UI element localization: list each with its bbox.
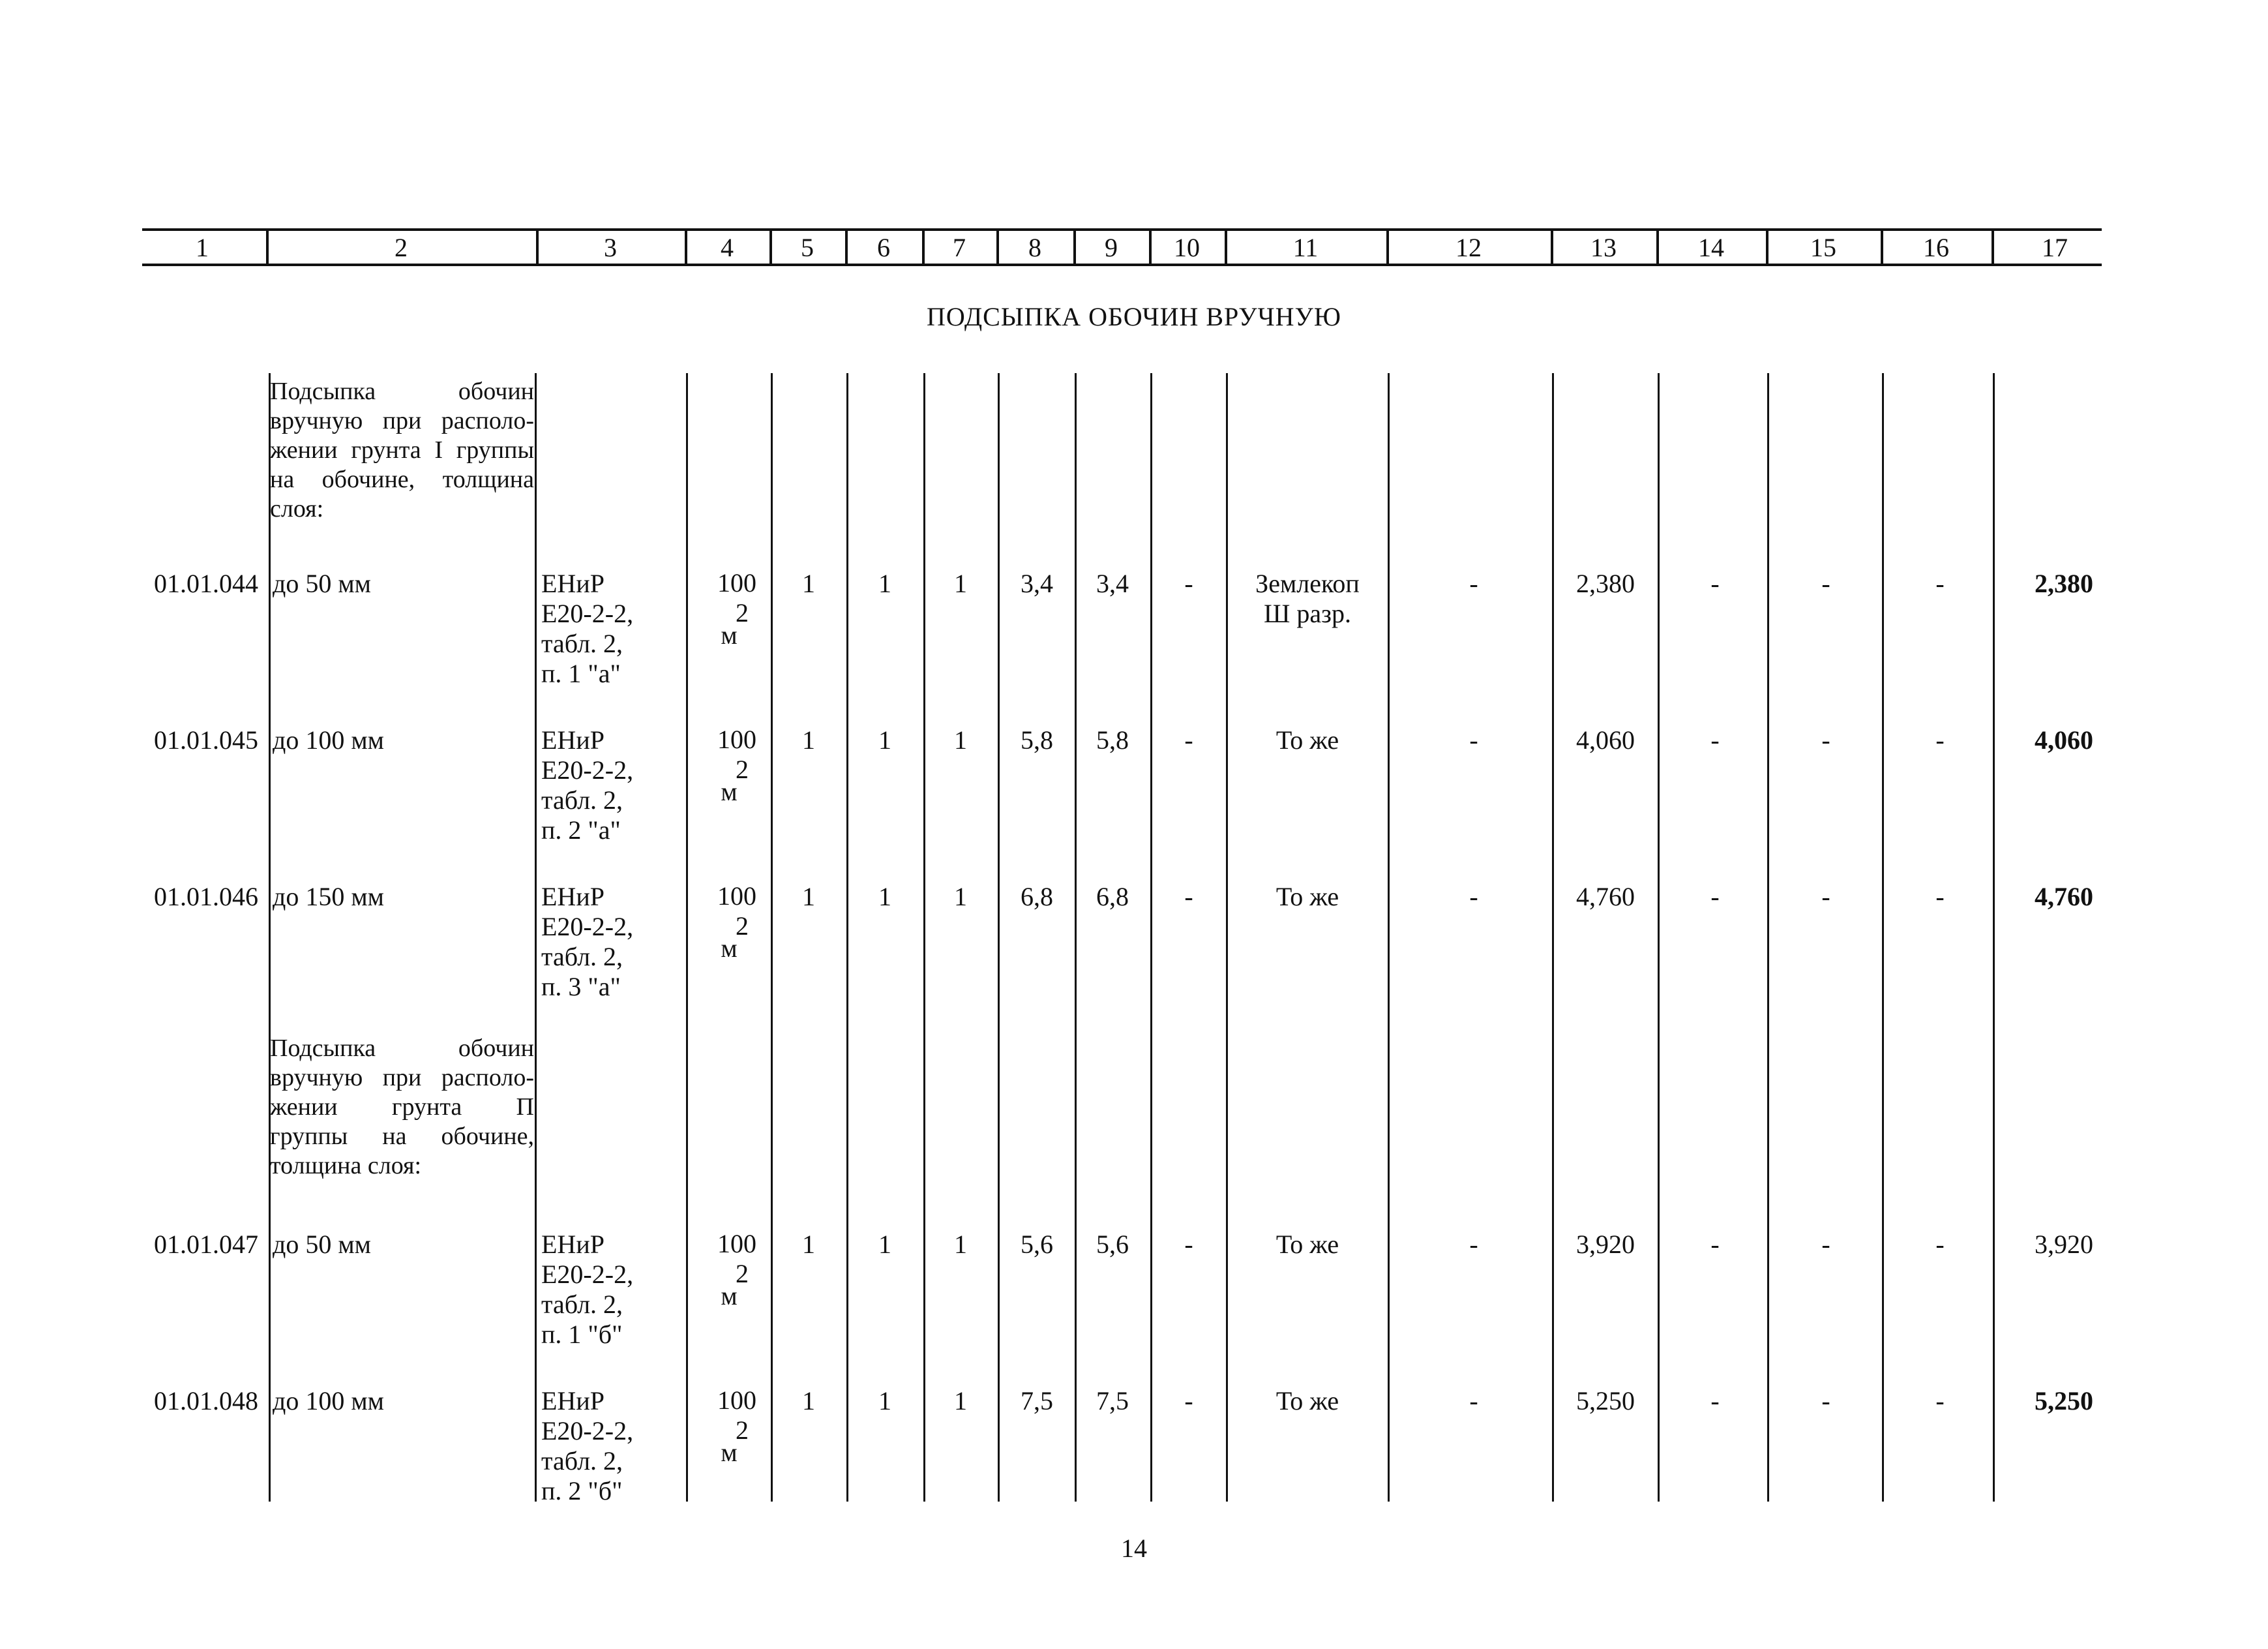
unit-exponent: 2 [736,1259,749,1288]
cell-c14: - [1710,725,1720,755]
reference-line: ЕНиР [541,882,604,911]
cell-c8: 7,5 [1021,1386,1053,1415]
group1-description [270,377,534,524]
row-code: 01.01.044 [154,569,258,598]
body-column-line [535,569,537,1502]
cell-c6: 1 [878,725,891,755]
cell-c10: - [1184,882,1193,911]
cell-c9: 3,4 [1096,569,1129,598]
cell-c7: 1 [954,882,967,911]
cell-c10: - [1184,569,1193,598]
body-column-line [771,373,773,1502]
cell-c15: - [1821,882,1830,911]
reference-line: Е20-2-2, [541,912,634,941]
cell-c9: 5,6 [1096,1230,1129,1259]
header-separator [685,230,687,265]
cell-c7: 1 [954,1386,967,1415]
cell-c12: - [1469,569,1478,598]
group2-line: толщина слоя: [270,1152,422,1179]
body-column-line [1150,373,1152,1502]
cell-c9: 7,5 [1096,1386,1129,1415]
cell-c15: - [1821,569,1830,598]
labor-category-line: То же [1276,1230,1339,1259]
unit-symbol: м [721,1281,738,1310]
cell-c14: - [1710,882,1720,911]
body-column-line [1658,373,1660,1502]
cell-c15: - [1821,725,1830,755]
cell-c5: 1 [802,725,815,755]
group2-description [270,1034,534,1181]
header-number: 1 [196,233,209,262]
header-separator [536,230,539,265]
reference-line: табл. 2, [541,1446,623,1475]
cell-c12: - [1469,882,1478,911]
reference-line: ЕНиР [541,725,604,755]
reference-line: табл. 2, [541,1290,623,1319]
group2-line: Подсыпка обочин [270,1035,534,1062]
cell-c10: - [1184,1230,1193,1259]
body-column-line [1075,373,1077,1502]
reference-line: Е20-2-2, [541,599,634,628]
unit-exponent: 2 [736,1415,749,1445]
cell-c11 [1229,569,1386,629]
cell-c13: 2,380 [1576,569,1635,598]
cell-c8: 3,4 [1021,569,1053,598]
group1-line: жении грунта I группы [270,436,534,464]
cell-c9: 5,8 [1096,725,1129,755]
header-separator [1551,230,1553,265]
header-number: 15 [1810,233,1836,262]
cell-c5: 1 [802,1230,815,1259]
body-column-line [269,373,271,1502]
reference-line: ЕНиР [541,1386,604,1415]
reference-line: табл. 2, [541,629,623,658]
cell-c16: - [1935,882,1945,911]
cell-c11 [1229,882,1386,912]
row-name: до 50 мм [273,1230,371,1259]
header-separator [1766,230,1768,265]
header-number: 6 [877,233,890,262]
cell-c17: 4,060 [2035,725,2093,755]
row-reference [541,1386,681,1506]
unit-symbol: м [721,620,738,650]
cell-c12: - [1469,1386,1478,1415]
row-reference [541,882,681,1002]
reference-line: п. 3 "а" [541,972,621,1001]
header-number: 13 [1590,233,1617,262]
cell-c6: 1 [878,1386,891,1415]
header-number: 3 [604,233,617,262]
header-separator [1992,230,1994,265]
labor-category-line: Ш разр. [1264,599,1351,628]
cell-c9: 6,8 [1096,882,1129,911]
header-number: 17 [2042,233,2068,262]
unit-exponent: 2 [736,911,749,941]
unit-value: 100 [717,725,756,754]
reference-line: Е20-2-2, [541,755,634,785]
group1-line: на обочине, толщина [270,466,534,493]
row-name: до 100 мм [273,1386,384,1415]
cell-c8: 5,6 [1021,1230,1053,1259]
header-separator [1881,230,1883,265]
reference-line: п. 2 "б" [541,1476,623,1505]
labor-category-line: То же [1276,1386,1339,1415]
header-number: 12 [1455,233,1482,262]
cell-c13: 4,760 [1576,882,1635,911]
header-separator [266,230,269,265]
row-reference [541,569,681,689]
labor-category-line: Землекоп [1255,569,1360,598]
cell-c5: 1 [802,1386,815,1415]
reference-line: ЕНиР [541,1230,604,1259]
page-number: 14 [1121,1534,1147,1563]
cell-c17: 2,380 [2035,569,2093,598]
labor-category-line: То же [1276,882,1339,911]
group1-line: вручную при располо- [270,407,534,434]
cell-c15: - [1821,1230,1830,1259]
cell-c10: - [1184,1386,1193,1415]
header-number: 8 [1028,233,1041,262]
header-number: 14 [1698,233,1724,262]
reference-line: ЕНиР [541,569,604,598]
unit-symbol: м [721,777,738,806]
cell-c7: 1 [954,1230,967,1259]
body-column-line [535,373,537,569]
unit-symbol: м [721,933,738,963]
header-number: 4 [721,233,734,262]
body-column-line [1767,373,1769,1502]
cell-c16: - [1935,1230,1945,1259]
reference-line: п. 1 "а" [541,659,621,688]
cell-c5: 1 [802,882,815,911]
cell-c16: - [1935,725,1945,755]
header-number: 2 [395,233,408,262]
group1-line: Подсыпка обочин [270,378,534,405]
cell-c14: - [1710,1230,1720,1259]
cell-c13: 5,250 [1576,1386,1635,1415]
cell-c16: - [1935,1386,1945,1415]
unit-value: 100 [717,881,756,911]
group2-line: жении грунта П [270,1093,534,1121]
body-column-line [1552,373,1554,1502]
header-number: 10 [1174,233,1200,262]
cell-c12: - [1469,1230,1478,1259]
header-separator [1656,230,1659,265]
cell-c6: 1 [878,1230,891,1259]
header-number: 7 [953,233,966,262]
header-number: 9 [1105,233,1118,262]
row-reference [541,725,681,845]
reference-line: табл. 2, [541,785,623,815]
row-code: 01.01.048 [154,1386,258,1415]
reference-line: Е20-2-2, [541,1416,634,1445]
labor-category-line: То же [1276,725,1339,755]
header-number: 16 [1923,233,1949,262]
row-name: до 50 мм [273,569,371,598]
cell-c6: 1 [878,569,891,598]
header-separator [1386,230,1389,265]
cell-c16: - [1935,569,1945,598]
row-code: 01.01.047 [154,1230,258,1259]
cell-c13: 3,920 [1576,1230,1635,1259]
unit-value: 100 [717,1229,756,1258]
row-name: до 150 мм [273,882,384,911]
section-title: ПОДСЫПКА ОБОЧИН ВРУЧНУЮ [927,302,1341,331]
cell-c7: 1 [954,725,967,755]
group1-line: слоя: [270,495,324,522]
header-number: 11 [1292,233,1319,262]
body-column-line [686,373,688,1502]
cell-c14: - [1710,1386,1720,1415]
cell-c17: 3,920 [2035,1230,2093,1259]
body-column-line [846,373,848,1502]
cell-c14: - [1710,569,1720,598]
reference-line: п. 1 "б" [541,1320,623,1349]
row-reference [541,1230,681,1350]
reference-line: табл. 2, [541,942,623,971]
body-column-line [998,373,1000,1502]
unit-exponent: 2 [736,598,749,628]
cell-c5: 1 [802,569,815,598]
cell-c11 [1229,725,1386,755]
body-column-line [1388,373,1390,1502]
cell-c15: - [1821,1386,1830,1415]
body-column-line [1993,373,1995,1502]
cell-c17: 5,250 [2035,1386,2093,1415]
header-number: 5 [801,233,814,262]
cell-c10: - [1184,725,1193,755]
cell-c11 [1229,1386,1386,1416]
unit-value: 100 [717,568,756,598]
cell-c12: - [1469,725,1478,755]
cell-c11 [1229,1230,1386,1260]
group2-line: группы на обочине, [270,1123,534,1150]
body-column-line [923,373,925,1502]
body-column-line [1882,373,1884,1502]
cell-c8: 6,8 [1021,882,1053,911]
body-column-line [1226,373,1228,1502]
unit-exponent: 2 [736,755,749,784]
row-code: 01.01.045 [154,725,258,755]
reference-line: Е20-2-2, [541,1260,634,1289]
reference-line: п. 2 "а" [541,815,621,845]
cell-c8: 5,8 [1021,725,1053,755]
unit-value: 100 [717,1385,756,1415]
row-name: до 100 мм [273,725,384,755]
unit-symbol: м [721,1438,738,1467]
cell-c13: 4,060 [1576,725,1635,755]
row-code: 01.01.046 [154,882,258,911]
cell-c7: 1 [954,569,967,598]
cell-c6: 1 [878,882,891,911]
group2-line: вручную при располо- [270,1064,534,1091]
cell-c17: 4,760 [2035,882,2093,911]
